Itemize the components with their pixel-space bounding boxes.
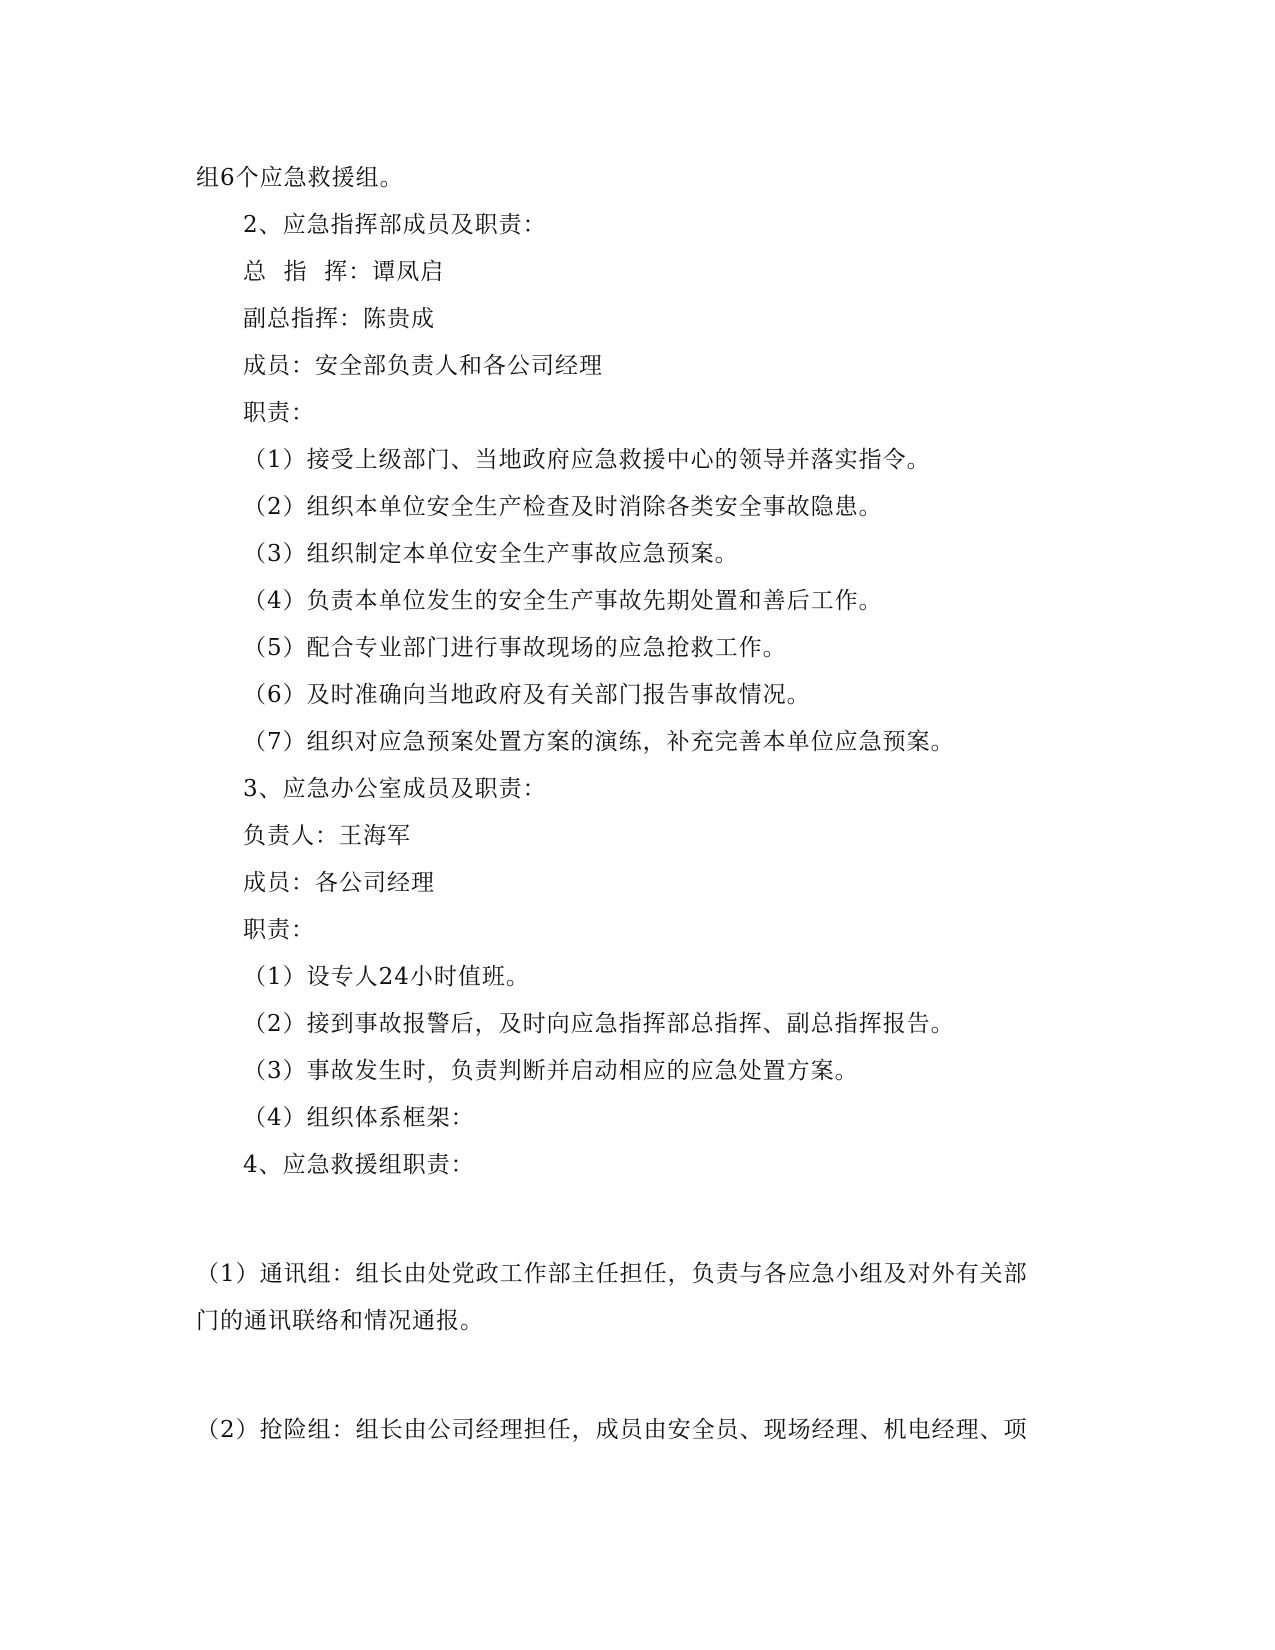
list-item: （6）及时准确向当地政府及有关部门报告事故情况。: [243, 682, 811, 708]
section-heading: 3、应急办公室成员及职责：: [243, 776, 547, 802]
list-item: （1）通讯组：组长由处党政工作部主任担任，负责与各应急小组及对外有关部: [196, 1261, 1028, 1287]
text-line: 职责：: [243, 400, 315, 426]
list-item: （2）接到事故报警后，及时向应急指挥部总指挥、副总指挥报告。: [243, 1011, 955, 1037]
list-item: （7）组织对应急预案处置方案的演练，补充完善本单位应急预案。: [243, 729, 955, 755]
text-line: 成员：各公司经理: [243, 870, 435, 896]
list-item: （2）抢险组：组长由公司经理担任，成员由安全员、现场经理、机电经理、项: [196, 1417, 1028, 1443]
text-line: 总 指 挥：谭凤启: [243, 259, 445, 285]
text-line: 组6个应急救援组。: [196, 165, 404, 191]
list-item: （3）事故发生时，负责判断并启动相应的应急处置方案。: [243, 1058, 859, 1084]
list-item: （4）组织体系框架：: [243, 1105, 475, 1131]
list-item: （1）接受上级部门、当地政府应急救援中心的领导并落实指令。: [243, 447, 931, 473]
text-line: 负责人：王海军: [243, 823, 411, 849]
section-heading: 2、应急指挥部成员及职责：: [243, 212, 547, 238]
list-item: （4）负责本单位发生的安全生产事故先期处置和善后工作。: [243, 588, 883, 614]
list-item: （2）组织本单位安全生产检查及时消除各类安全事故隐患。: [243, 494, 883, 520]
list-item: （5）配合专业部门进行事故现场的应急抢救工作。: [243, 635, 787, 661]
text-line: 副总指挥：陈贵成: [243, 306, 435, 332]
list-item: （1）设专人24小时值班。: [243, 964, 530, 990]
text-line: 门的通讯联络和情况通报。: [196, 1308, 484, 1334]
text-line: 职责：: [243, 917, 315, 943]
text-line: 成员：安全部负责人和各公司经理: [243, 353, 603, 379]
section-heading: 4、应急救援组职责：: [243, 1152, 475, 1178]
list-item: （3）组织制定本单位安全生产事故应急预案。: [243, 541, 739, 567]
